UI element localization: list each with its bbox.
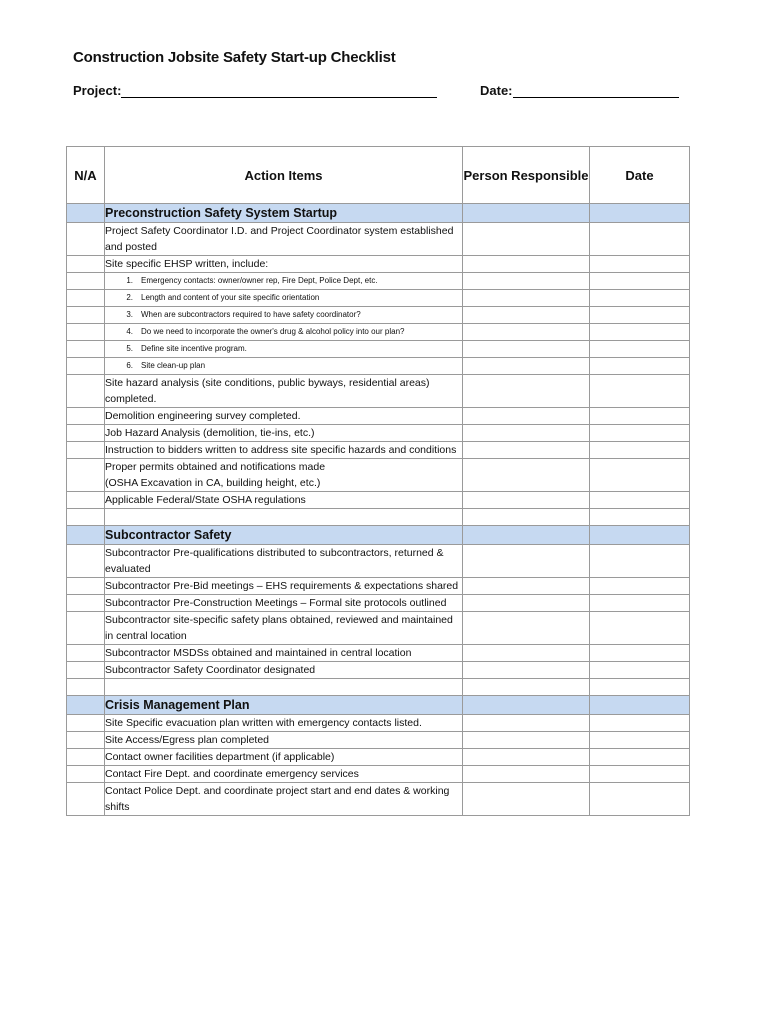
person-responsible-cell[interactable] xyxy=(463,545,590,578)
sub-item-text: Do we need to incorporate the owner's drug & alcohol policy into our plan? xyxy=(141,327,405,336)
table-row xyxy=(67,578,690,595)
table-row xyxy=(67,732,690,749)
table-row xyxy=(67,595,690,612)
date-cell[interactable] xyxy=(590,442,690,459)
action-item-text: Site hazard analysis (site conditions, public byways, residential areas) completed. xyxy=(105,377,430,405)
date-cell[interactable] xyxy=(590,526,690,545)
person-responsible-cell[interactable] xyxy=(463,307,590,324)
table-row xyxy=(67,492,690,509)
na-cell[interactable] xyxy=(67,679,105,696)
person-responsible-cell[interactable] xyxy=(463,732,590,749)
sub-item-row xyxy=(67,358,690,375)
action-item-text: Instruction to bidders written to address site specific hazards and conditions xyxy=(105,444,457,456)
sub-item-text: Length and content of your site specific orientation xyxy=(141,293,320,302)
blank-row xyxy=(67,509,690,526)
date-cell[interactable] xyxy=(590,612,690,645)
action-item-cell xyxy=(105,595,463,612)
date-input-line[interactable] xyxy=(513,83,679,98)
table-row xyxy=(67,749,690,766)
person-responsible-cell[interactable] xyxy=(463,358,590,375)
table-row xyxy=(67,783,690,816)
date-label: Date: xyxy=(480,83,513,98)
project-label: Project: xyxy=(73,83,122,98)
action-item-text: Contact owner facilities department (if applicable) xyxy=(105,751,335,763)
table-row xyxy=(67,766,690,783)
action-item-cell xyxy=(105,783,463,816)
action-item-cell xyxy=(105,273,463,290)
person-responsible-cell[interactable] xyxy=(463,442,590,459)
date-cell[interactable] xyxy=(590,783,690,816)
sub-item-text: Site clean-up plan xyxy=(141,361,206,370)
table-row xyxy=(67,545,690,578)
na-cell[interactable] xyxy=(67,749,105,766)
date-cell[interactable] xyxy=(590,509,690,526)
sub-item-row xyxy=(67,324,690,341)
sub-item-number: 2. xyxy=(126,293,133,302)
person-responsible-cell[interactable] xyxy=(463,715,590,732)
table-row xyxy=(67,715,690,732)
action-item-text: Subcontractor Safety Coordinator designated xyxy=(105,664,316,676)
action-item-text: Contact Fire Dept. and coordinate emergency services xyxy=(105,768,359,780)
na-cell[interactable] xyxy=(67,375,105,408)
date-cell[interactable] xyxy=(590,732,690,749)
section-title: Crisis Management Plan xyxy=(105,696,463,715)
person-responsible-cell[interactable] xyxy=(463,425,590,442)
date-cell[interactable] xyxy=(590,578,690,595)
person-responsible-cell[interactable] xyxy=(463,459,590,492)
action-item-cell xyxy=(105,662,463,679)
date-cell[interactable] xyxy=(590,749,690,766)
action-item-cell xyxy=(105,459,463,492)
na-cell[interactable] xyxy=(67,662,105,679)
person-responsible-cell[interactable] xyxy=(463,595,590,612)
date-cell[interactable] xyxy=(590,358,690,375)
na-cell[interactable] xyxy=(67,612,105,645)
person-responsible-cell[interactable] xyxy=(463,273,590,290)
person-responsible-cell[interactable] xyxy=(463,578,590,595)
na-cell[interactable] xyxy=(67,492,105,509)
action-item-text: Applicable Federal/State OSHA regulations xyxy=(105,494,306,506)
date-cell[interactable] xyxy=(590,715,690,732)
person-responsible-cell[interactable] xyxy=(463,783,590,816)
project-field xyxy=(73,83,437,98)
action-item-cell xyxy=(105,425,463,442)
table-row xyxy=(67,662,690,679)
person-responsible-cell[interactable] xyxy=(463,223,590,256)
date-cell[interactable] xyxy=(590,290,690,307)
na-cell[interactable] xyxy=(67,223,105,256)
column-header-action-items: Action Items xyxy=(105,147,463,204)
na-cell[interactable] xyxy=(67,526,105,545)
na-cell[interactable] xyxy=(67,545,105,578)
sub-item-text: Define site incentive program. xyxy=(141,344,247,353)
date-cell[interactable] xyxy=(590,273,690,290)
action-item-text: Proper permits obtained and notifications made (OSHA Excavation in CA, building height, etc.) xyxy=(105,461,326,489)
checklist-table xyxy=(66,146,690,816)
action-item-cell xyxy=(105,766,463,783)
na-cell[interactable] xyxy=(67,442,105,459)
na-cell[interactable] xyxy=(67,256,105,273)
action-item-cell xyxy=(105,408,463,425)
na-cell[interactable] xyxy=(67,408,105,425)
action-item-text: Site Specific evacuation plan written with emergency contacts listed. xyxy=(105,717,422,729)
action-item-text: Contact Police Dept. and coordinate project start and end dates & working shifts xyxy=(105,785,450,813)
table-row xyxy=(67,612,690,645)
person-responsible-cell[interactable] xyxy=(463,749,590,766)
date-cell[interactable] xyxy=(590,307,690,324)
person-responsible-cell[interactable] xyxy=(463,341,590,358)
person-responsible-cell[interactable] xyxy=(463,256,590,273)
action-item-text: Subcontractor Pre-Construction Meetings – Formal site protocols outlined xyxy=(105,597,447,609)
column-header-person-responsible: Person Responsible xyxy=(463,147,590,204)
na-cell[interactable] xyxy=(67,645,105,662)
sub-item-number: 3. xyxy=(126,310,133,319)
person-responsible-cell[interactable] xyxy=(463,324,590,341)
na-cell[interactable] xyxy=(67,273,105,290)
date-cell[interactable] xyxy=(590,341,690,358)
table-row xyxy=(67,375,690,408)
table-row xyxy=(67,459,690,492)
person-responsible-cell[interactable] xyxy=(463,612,590,645)
date-cell[interactable] xyxy=(590,696,690,715)
action-item-text: Subcontractor Pre-Bid meetings – EHS requirements & expectations shared xyxy=(105,580,459,592)
action-item-cell xyxy=(105,324,463,341)
na-cell[interactable] xyxy=(67,715,105,732)
date-cell[interactable] xyxy=(590,425,690,442)
sub-item-text: When are subcontractors required to have safety coordinator? xyxy=(141,310,361,319)
person-responsible-cell[interactable] xyxy=(463,375,590,408)
person-responsible-cell[interactable] xyxy=(463,662,590,679)
na-cell[interactable] xyxy=(67,358,105,375)
sub-item-text: Emergency contacts: owner/owner rep, Fire Dept, Police Dept, etc. xyxy=(141,276,378,285)
sub-item-row xyxy=(67,290,690,307)
table-row xyxy=(67,408,690,425)
action-item-cell xyxy=(105,307,463,324)
na-cell[interactable] xyxy=(67,307,105,324)
table-header-row xyxy=(67,147,690,204)
date-cell[interactable] xyxy=(590,459,690,492)
person-responsible-cell[interactable] xyxy=(463,696,590,715)
action-item-cell xyxy=(105,612,463,645)
person-responsible-cell[interactable] xyxy=(463,290,590,307)
checklist-body xyxy=(67,204,690,816)
date-cell[interactable] xyxy=(590,408,690,425)
section-title: Preconstruction Safety System Startup xyxy=(105,204,463,223)
action-item-cell xyxy=(105,509,463,526)
document-title: Construction Jobsite Safety Start-up Checklist xyxy=(73,49,396,66)
na-cell[interactable] xyxy=(67,696,105,715)
person-responsible-cell[interactable] xyxy=(463,509,590,526)
sub-item-number: 4. xyxy=(126,327,133,336)
action-item-cell xyxy=(105,290,463,307)
table-row xyxy=(67,425,690,442)
date-cell[interactable] xyxy=(590,766,690,783)
section-header-row xyxy=(67,696,690,715)
sub-item-row xyxy=(67,307,690,324)
action-item-cell xyxy=(105,645,463,662)
action-item-text: Subcontractor site-specific safety plans obtained, reviewed and maintained in central location xyxy=(105,614,453,642)
date-cell[interactable] xyxy=(590,204,690,223)
section-header-row xyxy=(67,204,690,223)
section-header-row xyxy=(67,526,690,545)
date-cell[interactable] xyxy=(590,375,690,408)
person-responsible-cell[interactable] xyxy=(463,645,590,662)
date-cell[interactable] xyxy=(590,324,690,341)
action-item-text: Site Access/Egress plan completed xyxy=(105,734,270,746)
action-item-text: Project Safety Coordinator I.D. and Project Coordinator system established and posted xyxy=(105,225,454,253)
na-cell[interactable] xyxy=(67,509,105,526)
date-cell[interactable] xyxy=(590,662,690,679)
action-item-text: Site specific EHSP written, include: xyxy=(105,258,269,270)
section-title: Subcontractor Safety xyxy=(105,526,463,545)
date-cell[interactable] xyxy=(590,595,690,612)
na-cell[interactable] xyxy=(67,290,105,307)
date-cell[interactable] xyxy=(590,492,690,509)
na-cell[interactable] xyxy=(67,425,105,442)
table-row xyxy=(67,442,690,459)
sub-item-number: 5. xyxy=(126,344,133,353)
action-item-cell xyxy=(105,732,463,749)
action-item-cell xyxy=(105,578,463,595)
date-cell[interactable] xyxy=(590,645,690,662)
person-responsible-cell[interactable] xyxy=(463,766,590,783)
action-item-cell xyxy=(105,679,463,696)
date-cell[interactable] xyxy=(590,223,690,256)
na-cell[interactable] xyxy=(67,595,105,612)
sub-item-number: 6. xyxy=(126,361,133,370)
action-item-cell xyxy=(105,341,463,358)
action-item-cell xyxy=(105,749,463,766)
table-row xyxy=(67,256,690,273)
action-item-text: Job Hazard Analysis (demolition, tie-ins, etc.) xyxy=(105,427,315,439)
person-responsible-cell[interactable] xyxy=(463,679,590,696)
na-cell[interactable] xyxy=(67,204,105,223)
date-field xyxy=(480,83,679,98)
person-responsible-cell[interactable] xyxy=(463,526,590,545)
person-responsible-cell[interactable] xyxy=(463,204,590,223)
date-cell[interactable] xyxy=(590,679,690,696)
sub-item-row xyxy=(67,341,690,358)
action-item-text: Subcontractor Pre-qualifications distributed to subcontractors, returned & evaluated xyxy=(105,547,444,575)
blank-row xyxy=(67,679,690,696)
date-cell[interactable] xyxy=(590,256,690,273)
action-item-text: Demolition engineering survey completed. xyxy=(105,410,301,422)
person-responsible-cell[interactable] xyxy=(463,408,590,425)
column-header-na: N/A xyxy=(67,147,105,204)
na-cell[interactable] xyxy=(67,459,105,492)
action-item-cell xyxy=(105,256,463,273)
action-item-cell xyxy=(105,442,463,459)
action-item-cell xyxy=(105,375,463,408)
na-cell[interactable] xyxy=(67,766,105,783)
date-cell[interactable] xyxy=(590,545,690,578)
table-row xyxy=(67,223,690,256)
project-input-line[interactable] xyxy=(121,83,437,98)
action-item-cell xyxy=(105,545,463,578)
na-cell[interactable] xyxy=(67,783,105,816)
na-cell[interactable] xyxy=(67,341,105,358)
action-item-text: Subcontractor MSDSs obtained and maintained in central location xyxy=(105,647,412,659)
action-item-cell xyxy=(105,223,463,256)
sub-item-row xyxy=(67,273,690,290)
na-cell[interactable] xyxy=(67,578,105,595)
action-item-cell xyxy=(105,715,463,732)
na-cell[interactable] xyxy=(67,732,105,749)
table-row xyxy=(67,645,690,662)
column-header-date: Date xyxy=(590,147,690,204)
action-item-cell xyxy=(105,358,463,375)
action-item-cell xyxy=(105,492,463,509)
na-cell[interactable] xyxy=(67,324,105,341)
person-responsible-cell[interactable] xyxy=(463,492,590,509)
sub-item-number: 1. xyxy=(126,276,133,285)
